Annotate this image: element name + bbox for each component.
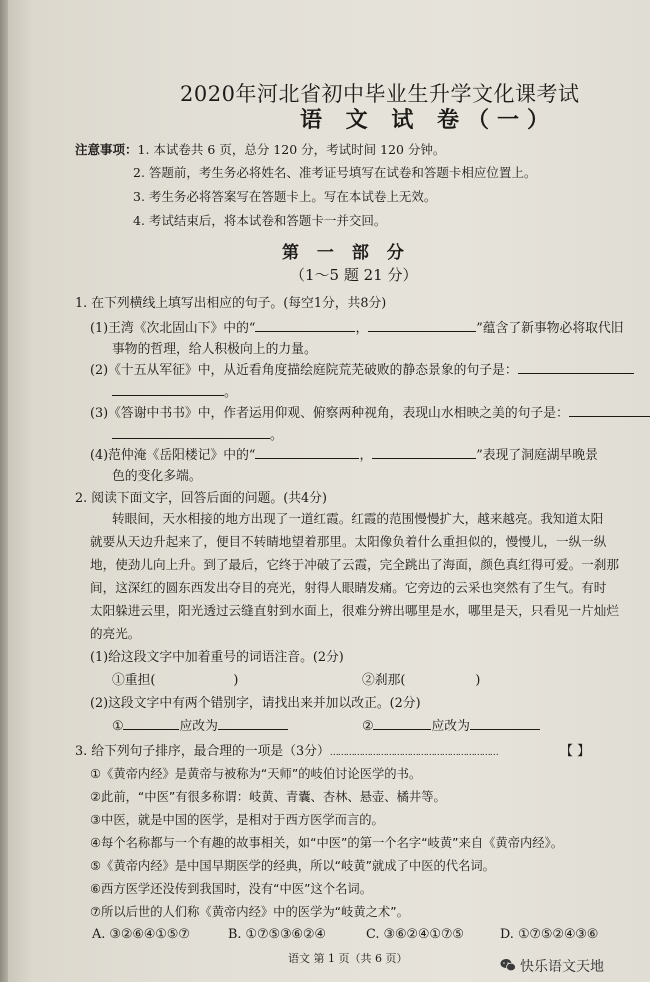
paper-edge-shadow	[0, 0, 8, 982]
q3-sentence-4: ④每个名称都与一个有趣的故事相关，如“中医”的第一个名字“岐黄”来自《黄帝内经》。	[90, 836, 564, 850]
q1-p2-blank-1[interactable]	[518, 361, 634, 374]
q1-p2-end: 。	[224, 385, 237, 400]
q1-stem: 1. 在下列横线上填写出相应的句子。(每空1分，共8分)	[75, 296, 387, 311]
q2-sub2-a-blank-2[interactable]	[218, 717, 288, 730]
q1-p4-text-c: ”表现了洞庭湖早晚景	[476, 448, 598, 463]
q3-stem-line	[75, 740, 498, 759]
q2-sub2-a-mid: 应改为	[179, 719, 218, 734]
q1-p4-cont: 色的变化多端。	[112, 469, 202, 484]
q1-p3-blank-2[interactable]	[112, 426, 270, 439]
q2-sub1-a	[112, 669, 238, 688]
q2-passage-line-5: 太阳躲进云里，阳光透过云缝直射到水面上，很难分辨出哪里是水，哪里是天，只看见一片灿烂	[90, 603, 619, 618]
q1-part1	[90, 317, 624, 336]
q1-p4-text-a: (4)范仲淹《岳阳楼记》中的“	[90, 448, 256, 463]
q3-sentence-5: ⑤《黄帝内经》是中国早期医学的经典，所以“岐黄”就成了中医的代名词。	[90, 859, 495, 873]
page-footer: 语文 第 1 页（共 6 页）	[288, 952, 408, 965]
q2-passage-line-6: 的亮光。	[90, 626, 141, 641]
q3-option-a[interactable]: A. ③②⑥④①⑤⑦	[92, 927, 190, 942]
q2-sub2-b-mid: 应改为	[431, 719, 470, 734]
wechat-icon	[500, 958, 516, 972]
q1-p1-text-a: (1)王湾《次北固山下》中的“	[90, 321, 256, 336]
section-title: 第 一 部 分	[282, 243, 410, 263]
q2-sub2-a	[112, 715, 288, 734]
q1-p2-blank-2[interactable]	[112, 383, 224, 396]
notes-item-2: 2. 答题前，考生务必将姓名、准考证号填写在试卷和答题卡相应位置上。	[133, 165, 537, 180]
q2-passage-line-2: 就要从天边升起来了，便目不转睛地望着那里。太阳像负着什么重担似的，慢慢儿，一纵一纵	[90, 534, 607, 549]
q2-sub1-b-close: )	[475, 673, 481, 688]
q1-p4-text-b: ，	[359, 448, 373, 463]
q2-passage-line-4: 间，这深红的圆东西发出夺目的亮光，射得人眼睛发痛。它旁边的云采也突然有了生气。有时	[90, 580, 607, 595]
q2-stem: 2. 阅读下面文字，回答后面的问题。(共4分)	[75, 491, 327, 506]
q3-sentence-1: ①《黄帝内经》是黄帝与被称为“天师”的岐伯讨论医学的书。	[90, 767, 422, 781]
watermark-text: 快乐语文天地	[520, 959, 604, 975]
q1-p1-cont: 事物的哲理，给人积极向上的力量。	[112, 342, 317, 357]
q3-option-c[interactable]: C. ③⑥②④①⑦⑤	[366, 927, 464, 942]
q3-option-b[interactable]: B. ①⑦⑤③⑥②④	[228, 927, 326, 942]
q1-p3-blank-1[interactable]	[569, 404, 650, 417]
q1-p4-blank-1[interactable]	[255, 446, 359, 459]
q1-p3-end: 。	[270, 428, 283, 443]
exam-title: 2020年河北省初中毕业生升学文化课考试	[180, 82, 580, 106]
q2-sub2-b-num: ②	[362, 719, 374, 734]
q1-p2-text: (2)《十五从军征》中，从近看角度描绘庭院荒芜破败的静态景象的句子是：	[90, 363, 518, 378]
q1-p4-blank-2[interactable]	[372, 446, 476, 459]
q1-p2-line2	[112, 381, 237, 400]
q3-sentence-7: ⑦所以后世的人们称《黄帝内经》中的医学为“岐黄之术”。	[90, 905, 409, 919]
q2-sub1-b-label: ②刹那(	[362, 673, 406, 688]
q3-stem: 3. 给下列句子排序，最合理的一项是（3分）	[75, 744, 330, 759]
q1-p1-blank-1[interactable]	[255, 319, 355, 332]
q2-sub2-a-blank-1[interactable]	[123, 717, 179, 730]
q2-sub2-b-blank-1[interactable]	[373, 717, 431, 730]
q2-sub2-b-blank-2[interactable]	[470, 717, 540, 730]
notes-item-4: 4. 考试结束后，将本试卷和答题卡一并交回。	[133, 213, 387, 228]
q2-sub2-a-num: ①	[112, 719, 124, 734]
section-range: （1～5 题 21 分）	[290, 266, 418, 284]
q1-p1-blank-2[interactable]	[368, 319, 476, 332]
q1-p1-text-c: ”蕴含了新事物必将取代旧	[476, 321, 624, 336]
exam-subtitle: 语 文 试 卷（一）	[300, 107, 557, 133]
notes-label: 注意事项：	[75, 142, 138, 157]
q1-part4	[90, 444, 598, 463]
q2-sub1-a-label: ①重担(	[112, 673, 156, 688]
q3-sentence-2: ②此前，“中医”有很多称谓：岐黄、青囊、杏林、悬壶、橘井等。	[90, 790, 446, 804]
q1-p1-text-b: ，	[355, 321, 369, 336]
q3-answer-bracket[interactable]: 【 】	[560, 744, 591, 759]
q1-p3-line2	[112, 424, 283, 443]
q2-sub1-b	[362, 669, 480, 688]
notes-line-1	[75, 140, 445, 158]
q3-dots: ………………………………………………………	[329, 748, 498, 758]
notes-item-3: 3. 考生务必将答案写在答题卡上。写在本试卷上无效。	[133, 189, 437, 204]
notes-item-1: 1. 本试卷共 6 页，总分 120 分，考试时间 120 分钟。	[137, 142, 446, 157]
q1-p3-text: (3)《答谢中书书》中，作者运用仰观、俯察两种视角，表现山水相映之美的句子是：	[90, 406, 569, 421]
q2-sub1-a-close: )	[233, 673, 239, 688]
q2-passage-line-3: 地，使劲儿向上升。到了最后，它终于冲破了云霞，完全跳出了海面，颜色真红得可爱。一刹那	[90, 557, 619, 572]
q2-sub1: (1)给这段文字中加着重号的词语注音。(2分)	[90, 650, 344, 665]
q3-sentence-3: ③中医，就是中国的医学，是相对于西方医学而言的。	[90, 813, 384, 827]
q2-sub2-b	[362, 715, 540, 734]
q1-part3	[90, 402, 650, 421]
q3-sentence-6: ⑥西方医学还没传到我国时，没有“中医”这个名词。	[90, 882, 373, 896]
q1-part2	[90, 359, 634, 378]
q2-passage-line-1: 转眼间，天水相接的地方出现了一道红霞。红霞的范围慢慢扩大，越来越亮。我知道太阳	[112, 511, 604, 526]
q2-sub2: (2)这段文字中有两个错别字，请找出来并加以改正。(2分)	[90, 696, 421, 711]
q3-option-d[interactable]: D. ①⑦⑤②④③⑥	[500, 927, 599, 942]
